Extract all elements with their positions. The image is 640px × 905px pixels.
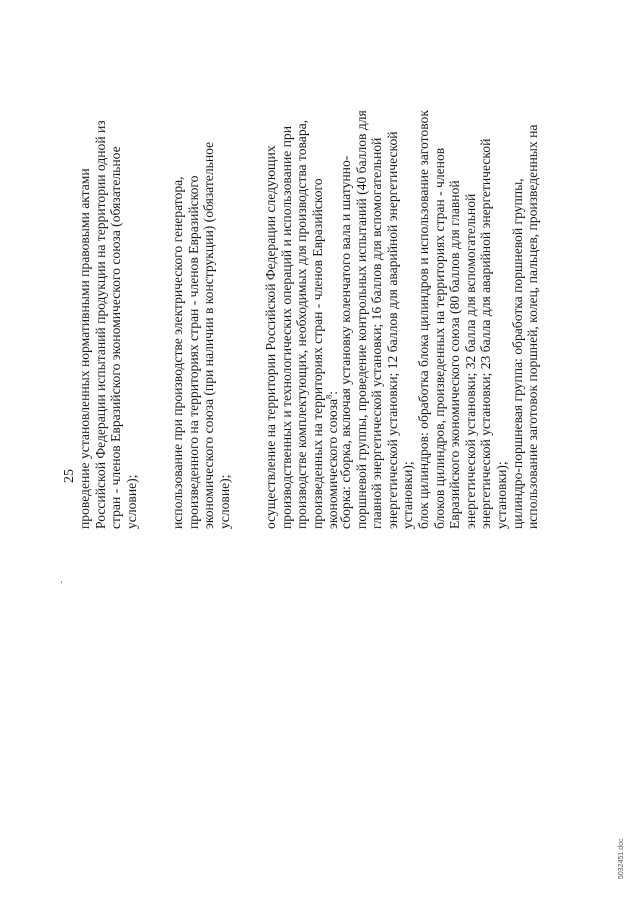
text-fragment: экономического союза [325, 398, 341, 529]
text-line: проведение установленных нормативными правовыми актами [77, 168, 92, 529]
text-line: установки); [400, 461, 416, 529]
text-line: экономического союза (при наличии в конструкции) (обязательное [201, 141, 217, 529]
text-line: произведенного на территориях стран - членов Евразийского [185, 175, 201, 529]
text-line: цилиндро-поршневая группа: обработка поршневой группы, [509, 178, 525, 529]
text-line: энергетической установки; 12 баллов для аварийной энергетической [384, 131, 400, 529]
text-line: производственных и технологических операций и использование при [278, 126, 294, 529]
footnote-reference: 8 [323, 394, 334, 399]
text-line: установки); [493, 461, 509, 529]
text-line: стран - членов Евразийского экономического союза (обязательное [108, 146, 124, 529]
paragraph-operations-intro [263, 0, 341, 529]
text-line: использование при производстве электрического генератора, [170, 176, 185, 529]
text-line: осуществление на территории Российской Федерации следующих [263, 145, 278, 529]
footer-file-code: 5032451.doc [618, 838, 625, 879]
text-line: блок цилиндров: обработка блока цилиндров и использование заготовок [415, 110, 431, 529]
scan-speck [61, 581, 62, 583]
text-line: производстве комплектующих, необходимых для производства товара, [294, 119, 310, 529]
paragraph-operations-list [338, 0, 541, 529]
paragraph-testing-condition [77, 0, 139, 529]
text-line: поршневой группы, проведение контрольных испытаний (40 баллов для [353, 110, 369, 529]
text-line: энергетической установки; 32 балла для вспомогательной [462, 193, 478, 529]
text-line: условие); [123, 474, 139, 529]
text-line: энергетической установки; 23 балла для аварийной энергетической [478, 138, 494, 529]
page-number: 25 [62, 469, 77, 483]
text-line: Евразийского экономического союза (80 баллов для главной [447, 180, 463, 529]
text-line: условие); [216, 474, 232, 529]
text-line: произведенных на территориях стран - членов Евразийского [309, 178, 325, 529]
text-line: использование заготовок поршней, колец, пальцев, произведенных на [525, 124, 541, 529]
text-line: блоков цилиндров, произведенных на территориях стран - членов [431, 147, 447, 529]
text-fragment: : [325, 390, 341, 395]
text-line: сборка: сборка, включая установку коленчатого вала и шатунно- [338, 155, 353, 529]
text-line: Российской Федерации испытаний продукции на территории одной из [92, 120, 108, 529]
text-line: главной энергетической установки; 16 баллов для вспомогательной [369, 137, 385, 529]
paragraph-generator-condition [170, 0, 232, 529]
